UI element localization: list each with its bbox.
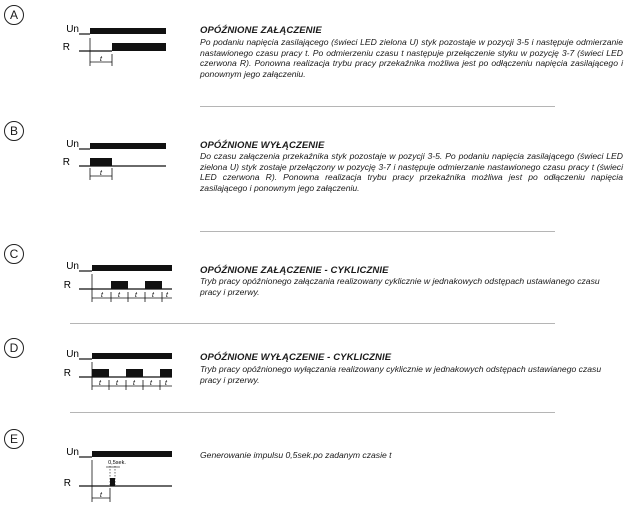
r-label: R [62,157,70,168]
section-e-letter: E [4,429,24,449]
r-label: R [63,280,71,291]
t-label: t [135,292,137,299]
r-pulse-3 [160,369,172,377]
t-label: t [116,380,118,387]
un-high-bar [92,353,172,359]
r-pulse [110,478,115,486]
t-label: t [150,380,152,387]
t-label: t [118,292,120,299]
un-label: Un [66,447,79,458]
section-c-letter: C [4,244,24,264]
un-label: Un [66,139,79,150]
t-label: t [166,292,168,299]
r-label: R [63,368,71,379]
section-c-divider [70,323,555,324]
un-label: Un [66,349,79,360]
section-b-description: Do czasu załączenia przekaźnika styk pozostaje w pozycji 3-5. Po podaniu napięcia zasilającego (świeci LED zielona U) styk zostaje przełączony w pozycję 3-7 i następuje odmierzanie nastawionego czasu pracy t (świeci LED czerwona R). Ponowna realizacja trybu pracy przekaźnika możliwa jest po odłączeniu napięcia zasilającego i ponownym jego załączeniu. [200,151,623,193]
un-high-bar [92,451,172,457]
t-label: t [100,492,102,499]
section-b-timing-diagram [62,134,172,186]
un-high-bar [92,265,172,271]
section-d-description: Tryb pracy opóźnionego wyłączania realizowany cyklicznie w jednakowych odstępach ustawianego czasu pracy i przerwy. [200,364,602,385]
section-e-description: Generowanie impulsu 0,5sek.po zadanym czasie t [200,450,392,460]
r-pulse-1 [111,281,128,289]
t-label: t [133,380,135,387]
section-d-divider [70,412,555,413]
un-label: Un [66,261,79,272]
section-c-title: OPÓŹNIONE ZAŁĄCZENIE - CYKLICZNIE [200,265,389,276]
r-high-bar [112,43,166,51]
t-label: t [99,380,101,387]
t-label: t [101,292,103,299]
pulse-label: 0,5sek. [108,460,126,466]
r-pulse-1 [92,369,109,377]
section-b-divider [200,231,555,232]
section-a-divider [200,106,555,107]
r-high-bar [90,158,112,166]
r-pulse-2 [145,281,162,289]
t-label: t [100,56,102,63]
section-a-description: Po podaniu napięcia zasilającego (świeci LED zielona U) styk pozostaje w pozycji 3-5 i następuje odmierzanie nastawionego czasu pracy t. Po odmierzeniu czasu t następuje przełączenie styku w pozycję 3-7 (świeci LED czerwona R). Ponowna realizacja trybu pracy przekaźnika możliwa jest po odłączeniu napięcia zasilającego i ponownym jego załączeniu. [200,37,623,79]
t-label: t [152,292,154,299]
section-d-letter: D [4,338,24,358]
un-high-bar [90,28,166,34]
un-high-bar [90,143,166,149]
r-label: R [63,478,71,489]
section-e-timing-diagram [62,440,177,508]
section-b-letter: B [4,121,24,141]
un-label: Un [66,24,79,35]
section-a-letter: A [4,5,24,25]
section-b-title: OPÓŹNIONE WYŁĄCZENIE [200,140,325,151]
section-c-description: Tryb pracy opóźnionego załączania realizowany cyklicznie w jednakowych odstępach ustawianego czasu pracy i przerwy. [200,276,600,297]
section-d-timing-diagram [62,344,177,396]
section-d-title: OPÓŹNIONE WYŁĄCZENIE - CYKLICZNIE [200,352,392,363]
r-label: R [62,42,70,53]
section-a-timing-diagram [62,18,172,70]
r-pulse-2 [126,369,143,377]
section-a-title: OPÓŹNIONE ZAŁĄCZENIE [200,25,322,36]
section-c-timing-diagram [62,256,177,308]
t-label: t [165,380,167,387]
t-label: t [100,170,102,177]
